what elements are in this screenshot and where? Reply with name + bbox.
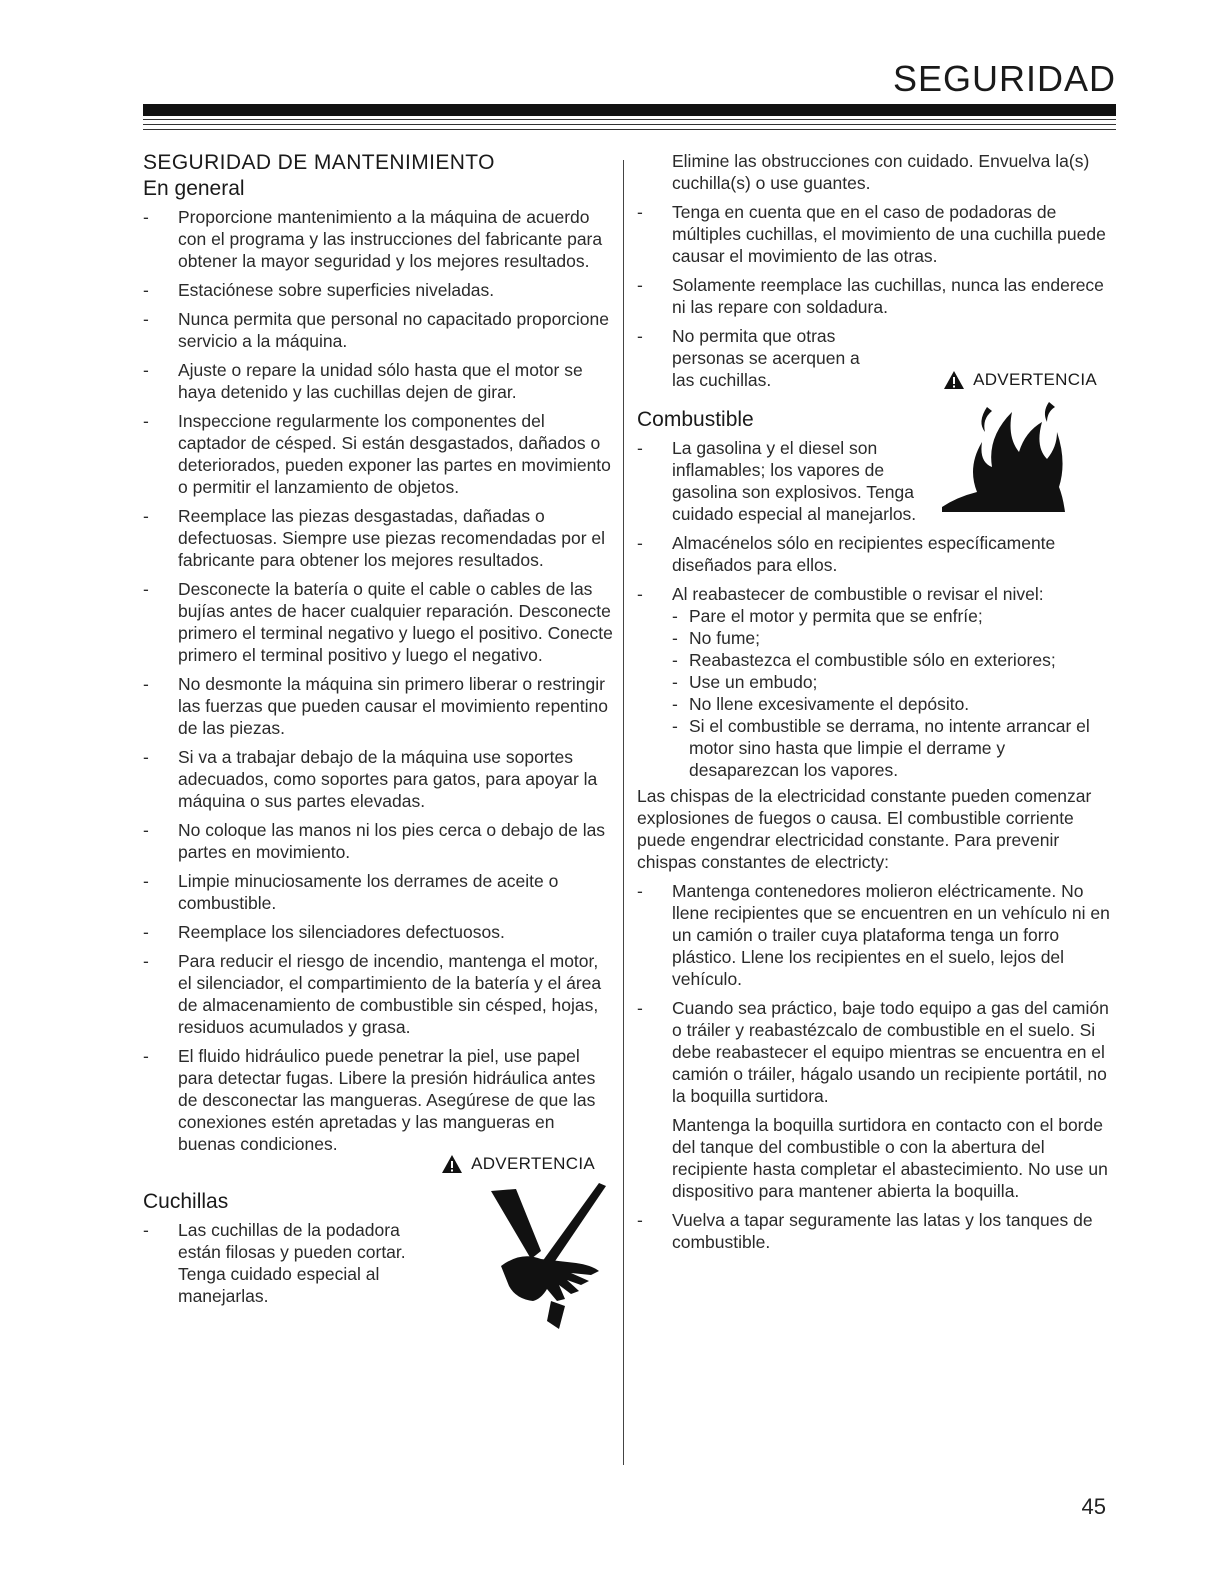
list-item: - Limpie minuciosamente los derrames de aceite o combustible.: [143, 870, 613, 914]
list-item: - No coloque las manos ni los pies cerca o debajo de las partes en movimiento.: [143, 819, 613, 863]
list-item: - Inspeccione regularmente los componentes del captador de césped. Si están desgastados, dañados o deteriorados, pueden exponer las partes en movimiento o permitir el lanzamiento de objetos.: [143, 410, 613, 498]
list-item: - No fume;: [672, 627, 1112, 649]
list-item: - Almacénelos sólo en recipientes específicamente diseñados para ellos.: [637, 532, 1112, 576]
warning-triangle-icon: [943, 370, 965, 390]
fire-icon: [937, 397, 1067, 517]
list-item: - Las cuchillas de la podadora están filosas y pueden cortar. Tenga cuidado especial al manejarlas.: [143, 1219, 433, 1307]
list-item: - Reemplace las piezas desgastadas, dañadas o defectuosas. Siempre use piezas recomendadas por el fabricante para obtener los mejores resultados.: [143, 505, 613, 571]
section-title: SEGURIDAD DE MANTENIMIENTO: [143, 151, 495, 174]
list-item: - Para reducir el riesgo de incendio, mantenga el motor, el silenciador, el compartimiento de la batería y el área de almacenamiento de combustible sin césped, hojas, residuos acumulados y grasa.: [143, 950, 613, 1038]
list-item: - Tenga en cuenta que en el caso de podadoras de múltiples cuchillas, el movimiento de una cuchilla puede causar el movimiento de las otras.: [637, 201, 1112, 267]
list-item: - Solamente reemplace las cuchillas, nunca las enderece ni las repare con soldadura.: [637, 274, 1112, 318]
list-item: - No desmonte la máquina sin primero liberar o restringir las fuerzas que pueden causar el movimiento repentino de las piezas.: [143, 673, 613, 739]
header-rule-thin-1: [143, 119, 1116, 120]
warning-text: ADVERTENCIA: [973, 370, 1097, 389]
nozzle-paragraph: Mantenga la boquilla surtidora en contacto con el borde del tanque del combustible o con la abertura del recipiente hasta completar el abastecimiento. No use un dispositivo para mantener abierta la boquilla.: [672, 1115, 1108, 1201]
header-rule-thin-2: [143, 124, 1116, 125]
warning-text: ADVERTENCIA: [471, 1154, 595, 1173]
warning-triangle-icon: [441, 1154, 463, 1174]
refuel-sublist: [672, 605, 1112, 781]
list-item: - Pare el motor y permita que se enfríe;: [672, 605, 1112, 627]
list-item: - La gasolina y el diesel son inflamables; los vapores de gasolina son explosivos. Tenga cuidado especial al manejarlos.: [637, 437, 922, 525]
refuel-intro: Al reabastecer de combustible o revisar el nivel:: [672, 584, 1044, 604]
list-item: - Mantenga contenedores molieron eléctricamente. No llene recipientes que se encuentren en un vehículo ni en un camión o trailer cuya plataforma tenga un forro plástico. Llene los recipientes en el suelo, lejos del vehículo.: [637, 880, 1112, 990]
general-list: [143, 206, 613, 1155]
list-item: - Proporcione mantenimiento a la máquina de acuerdo con el programa y las instrucciones del fabricante para obtener la mayor seguridad y los mejores resultados.: [143, 206, 613, 272]
list-item: - Si va a trabajar debajo de la máquina use soportes adecuados, como soportes para gatos, para apoyar la máquina o sus partes elevadas.: [143, 746, 613, 812]
right-column: [637, 150, 1112, 1260]
page-title: SEGURIDAD: [892, 58, 1116, 99]
list-item: - Cuando sea práctico, baje todo equipo a gas del camión o tráiler y reabastézcalo de combustible en el suelo. Si debe reabastecer el equipo mientras se encuentra en el camión o tráiler, hágalo usando un recipiente portátil, no la boquilla surtidora.: [637, 997, 1112, 1107]
header-rule-thin-3: [143, 129, 1116, 130]
list-item: - Ajuste o repare la unidad sólo hasta que el motor se haya detenido y las cuchillas dejen de girar.: [143, 359, 613, 403]
warning-label-blades: [143, 1153, 595, 1175]
fuel-title: Combustible: [637, 408, 754, 431]
list-item: - Desconecte la batería o quite el cable o cables de las bujías antes de hacer cualquier reparación. Desconecte primero el terminal negativo y luego el positivo. Conecte primero el terminal positivo y luego el negativo.: [143, 578, 613, 666]
static-paragraph: Las chispas de la electricidad constante pueden comenzar explosiones de fuegos o causa. El combustible corriente puede engendrar electricidad constante. Para prevenir chispas constantes de electricty:: [637, 786, 1092, 872]
page-number: 45: [1081, 1494, 1106, 1519]
static-list: [637, 880, 1112, 1107]
blades-list-left: [143, 1219, 433, 1307]
list-item: - Reabastezca el combustible sólo en exteriores;: [672, 649, 1112, 671]
list-item: - El fluido hidráulico puede penetrar la piel, use papel para detectar fugas. Libere la presión hidráulica antes de desconectar las mangueras. Asegúrese de que las conexiones estén apretadas y las mangueras en buenas condiciones.: [143, 1045, 613, 1155]
list-item: - Nunca permita que personal no capacitado proporcione servicio a la máquina.: [143, 308, 613, 352]
blades-list-right: [637, 201, 1112, 391]
list-item: - Si el combustible se derrama, no intente arrancar el motor sino hasta que limpie el derrame y desaparezcan los vapores.: [672, 715, 1112, 781]
list-item: [637, 583, 1112, 781]
list-item: - Estaciónese sobre superficies niveladas.: [143, 279, 613, 301]
list-item: - No permita que otras personas se acerquen a las cuchillas.: [637, 325, 872, 391]
general-title: En general: [143, 177, 245, 200]
header-rule-thick: [143, 104, 1116, 116]
column-divider: [623, 160, 624, 1465]
list-item: - No llene excesivamente el depósito.: [672, 693, 1112, 715]
list-item: - Reemplace los silenciadores defectuosos.: [143, 921, 613, 943]
list-item: - Vuelva a tapar seguramente las latas y los tanques de combustible.: [637, 1209, 1112, 1253]
blades-title: Cuchillas: [143, 1190, 229, 1213]
blades-continued: Elimine las obstrucciones con cuidado. Envuelva la(s) cuchilla(s) o use guantes.: [672, 151, 1090, 193]
final-list: [637, 1209, 1112, 1253]
list-item: - Use un embudo;: [672, 671, 1112, 693]
left-column: [143, 150, 613, 1314]
cut-hand-icon: [481, 1181, 611, 1331]
